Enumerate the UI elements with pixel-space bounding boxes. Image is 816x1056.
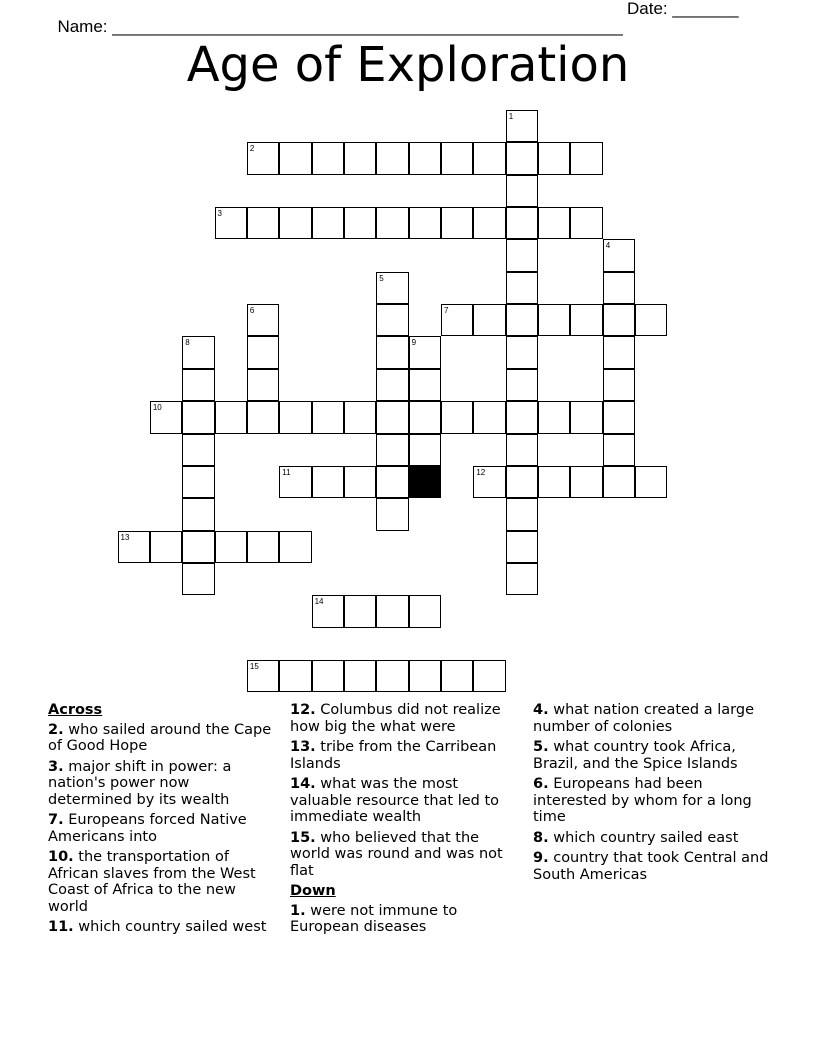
grid-cell[interactable] <box>312 660 344 692</box>
grid-cell[interactable] <box>247 142 279 174</box>
grid-cell[interactable] <box>409 207 441 239</box>
grid-cell[interactable] <box>409 595 441 627</box>
grid-cell[interactable] <box>538 401 570 433</box>
grid-cell[interactable] <box>376 401 408 433</box>
grid-cell[interactable] <box>279 401 311 433</box>
grid-cell[interactable] <box>150 401 182 433</box>
grid-cell[interactable] <box>506 466 538 498</box>
clue-across-13: 13. tribe from the Carribean Islands <box>290 739 497 772</box>
clue-down-9: 9. country that took Central and South Americas <box>533 850 769 883</box>
grid-cell[interactable] <box>506 304 538 336</box>
grid-cell[interactable] <box>312 595 344 627</box>
grid-cell[interactable] <box>182 498 214 530</box>
grid-cell[interactable] <box>473 304 505 336</box>
grid-cell[interactable] <box>506 369 538 401</box>
grid-cell[interactable] <box>247 660 279 692</box>
grid-cell[interactable] <box>312 401 344 433</box>
cell-number: 14 <box>314 597 324 607</box>
cell-number: 7 <box>444 306 449 316</box>
grid-cell[interactable] <box>506 531 538 563</box>
grid-cell[interactable] <box>376 336 408 368</box>
grid-cell[interactable] <box>409 401 441 433</box>
grid-cell[interactable] <box>376 498 408 530</box>
grid-cell[interactable] <box>344 207 376 239</box>
grid-cell[interactable] <box>215 401 247 433</box>
grid-cell[interactable] <box>441 142 473 174</box>
grid-cell[interactable] <box>376 272 408 304</box>
grid-cell[interactable] <box>247 401 279 433</box>
grid-cell[interactable] <box>247 369 279 401</box>
grid-cell[interactable] <box>182 401 214 433</box>
grid-cell[interactable] <box>279 660 311 692</box>
grid-cell[interactable] <box>570 304 602 336</box>
down-heading: Down <box>290 883 336 899</box>
grid-cell[interactable] <box>603 239 635 271</box>
grid-cell[interactable] <box>538 466 570 498</box>
grid-cell[interactable] <box>506 401 538 433</box>
grid-cell[interactable] <box>344 401 376 433</box>
cell-number: 5 <box>379 273 384 283</box>
grid-cell[interactable] <box>376 660 408 692</box>
grid-cell[interactable] <box>570 207 602 239</box>
grid-cell[interactable] <box>409 336 441 368</box>
grid-cell[interactable] <box>635 304 667 336</box>
grid-cell[interactable] <box>570 142 602 174</box>
grid-cell[interactable] <box>182 369 214 401</box>
grid-cell[interactable] <box>603 466 635 498</box>
cell-number: 11 <box>282 467 291 477</box>
grid-cell[interactable] <box>215 531 247 563</box>
clue-across-12: 12. Columbus did not realize how big the what were <box>290 702 501 735</box>
grid-cell[interactable] <box>376 207 408 239</box>
grid-cell[interactable] <box>312 142 344 174</box>
grid-cell[interactable] <box>247 531 279 563</box>
grid-cell[interactable] <box>409 369 441 401</box>
clue-down-4: 4. what nation created a large number of colonies <box>533 702 754 735</box>
cell-number: 13 <box>120 532 130 542</box>
clue-across-11: 11. which country sailed west <box>48 919 267 935</box>
clue-across-2: 2. who sailed around the Cape of Good Hope <box>48 721 272 754</box>
grid-cell[interactable] <box>182 563 214 595</box>
grid-cell[interactable] <box>603 401 635 433</box>
grid-cell[interactable] <box>182 434 214 466</box>
grid-cell[interactable] <box>441 207 473 239</box>
grid-cell[interactable] <box>473 660 505 692</box>
grid-cell[interactable] <box>473 142 505 174</box>
grid-cell[interactable] <box>473 466 505 498</box>
grid-cell[interactable] <box>247 304 279 336</box>
clue-down-6: 6. Europeans had been interested by whom for a long time <box>533 776 752 825</box>
grid-cell[interactable] <box>506 498 538 530</box>
clue-across-3: 3. major shift in power: a nation's power now determined by its wealth <box>48 758 232 808</box>
grid-cell[interactable] <box>473 401 505 433</box>
grid-cell[interactable] <box>312 207 344 239</box>
grid-cell[interactable] <box>538 207 570 239</box>
cell-number: 10 <box>152 403 162 413</box>
grid-cell[interactable] <box>376 434 408 466</box>
clue-across-7: 7. Europeans forced Native Americans into <box>48 812 247 845</box>
grid-cell[interactable] <box>409 660 441 692</box>
clue-down-5: 5. what country took Africa, Brazil, and the Spice Islands <box>533 739 738 772</box>
clue-column-3 <box>533 702 769 887</box>
cell-number: 12 <box>476 467 486 477</box>
grid-cell[interactable] <box>376 142 408 174</box>
cell-number: 1 <box>508 112 514 121</box>
grid-cell[interactable] <box>376 369 408 401</box>
across-heading: Across <box>48 702 103 718</box>
grid-cell[interactable] <box>506 175 538 207</box>
grid-cell[interactable] <box>376 466 408 498</box>
grid-cell[interactable] <box>279 207 311 239</box>
black-cell <box>409 466 441 498</box>
cell-number: 3 <box>217 209 222 219</box>
grid-cell[interactable] <box>603 304 635 336</box>
grid-cell[interactable] <box>344 142 376 174</box>
cell-number: 15 <box>249 661 259 671</box>
grid-cell[interactable] <box>570 466 602 498</box>
grid-cell[interactable] <box>441 304 473 336</box>
grid-cell[interactable] <box>279 142 311 174</box>
grid-cell[interactable] <box>344 660 376 692</box>
clue-down-1: 1. were not immune to European diseases <box>290 902 458 935</box>
clue-column-2 <box>290 702 520 940</box>
grid-cell[interactable] <box>506 272 538 304</box>
clue-down-8: 8. which country sailed east <box>533 829 739 846</box>
grid-cell[interactable] <box>441 660 473 692</box>
grid-cell[interactable] <box>279 531 311 563</box>
grid-cell[interactable] <box>538 304 570 336</box>
grid-cell[interactable] <box>538 142 570 174</box>
grid-cell[interactable] <box>441 401 473 433</box>
grid-cell[interactable] <box>279 466 311 498</box>
clue-across-14: 14. what was the most valuable resource that led to immediate wealth <box>290 776 500 825</box>
cell-number: 4 <box>605 241 611 251</box>
grid-cell[interactable] <box>506 110 538 142</box>
grid-cell[interactable] <box>247 207 279 239</box>
cell-number: 8 <box>185 338 190 348</box>
grid-cell[interactable] <box>506 207 538 239</box>
date-field-label: Date: _______ <box>627 0 739 18</box>
grid-cell[interactable] <box>506 563 538 595</box>
grid-cell[interactable] <box>570 401 602 433</box>
grid-cell[interactable] <box>473 207 505 239</box>
grid-cell[interactable] <box>506 434 538 466</box>
cell-number: 6 <box>249 306 255 316</box>
clue-across-10: 10. the transportation of African slaves from the West Coast of Africa to the new world <box>48 849 256 915</box>
puzzle-title: Age of Exploration <box>186 37 630 93</box>
cell-number: 9 <box>411 338 417 348</box>
grid-cell[interactable] <box>215 207 247 239</box>
grid-cell[interactable] <box>506 336 538 368</box>
grid-cell[interactable] <box>182 466 214 498</box>
grid-cell[interactable] <box>118 531 150 563</box>
grid-cell[interactable] <box>312 466 344 498</box>
grid-cell[interactable] <box>635 466 667 498</box>
grid-cell[interactable] <box>150 531 182 563</box>
grid-cell[interactable] <box>182 531 214 563</box>
grid-cell[interactable] <box>247 336 279 368</box>
grid-cell[interactable] <box>603 272 635 304</box>
grid-cell[interactable] <box>409 142 441 174</box>
grid-cell[interactable] <box>603 369 635 401</box>
name-field-label: Name: ______________________________________________________ <box>57 17 623 36</box>
grid-cell[interactable] <box>182 336 214 368</box>
grid-cell[interactable] <box>409 434 441 466</box>
cell-number: 2 <box>249 144 255 154</box>
grid-cell[interactable] <box>344 466 376 498</box>
grid-cell[interactable] <box>603 336 635 368</box>
grid-cell[interactable] <box>376 304 408 336</box>
grid-cell[interactable] <box>603 434 635 466</box>
grid-cell[interactable] <box>506 239 538 271</box>
clue-across-15: 15. who believed that the world was round and was not flat <box>290 829 503 879</box>
grid-cell[interactable] <box>344 595 376 627</box>
clue-column-1 <box>48 702 276 940</box>
grid-cell[interactable] <box>506 142 538 174</box>
grid-cell[interactable] <box>376 595 408 627</box>
